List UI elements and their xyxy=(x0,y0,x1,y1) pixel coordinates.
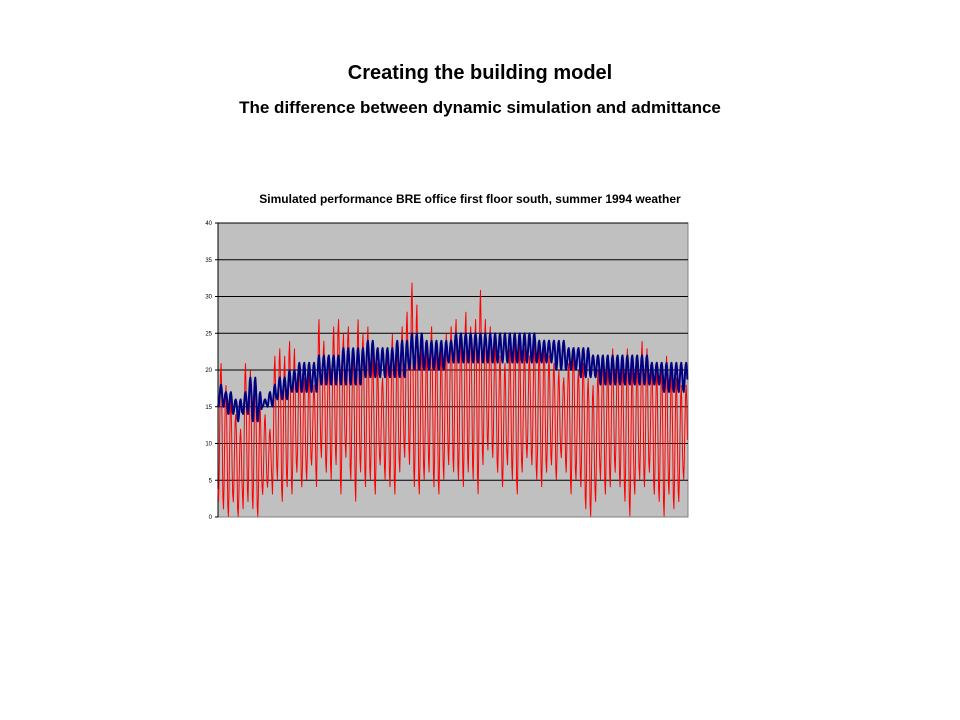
temperature-chart xyxy=(190,212,700,532)
y-tick-label: 5 xyxy=(208,478,212,485)
y-tick-label: 30 xyxy=(205,294,212,301)
y-tick-label: 20 xyxy=(205,368,212,374)
y-tick-labels xyxy=(205,221,212,521)
slide-title: Creating the building model xyxy=(347,62,613,84)
y-tick-label: 25 xyxy=(205,331,212,338)
y-tick-label: 15 xyxy=(205,404,212,411)
y-tick-label: 35 xyxy=(205,257,212,264)
y-tick-label: 0 xyxy=(208,515,212,521)
axes xyxy=(215,223,218,517)
slide-subtitle: The difference between dynamic simulation and admittance xyxy=(239,98,721,117)
chart-title: Simulated performance BRE office first floor south, summer 1994 weather xyxy=(259,192,681,206)
y-tick-label: 40 xyxy=(205,221,212,227)
y-tick-label: 10 xyxy=(205,441,212,448)
